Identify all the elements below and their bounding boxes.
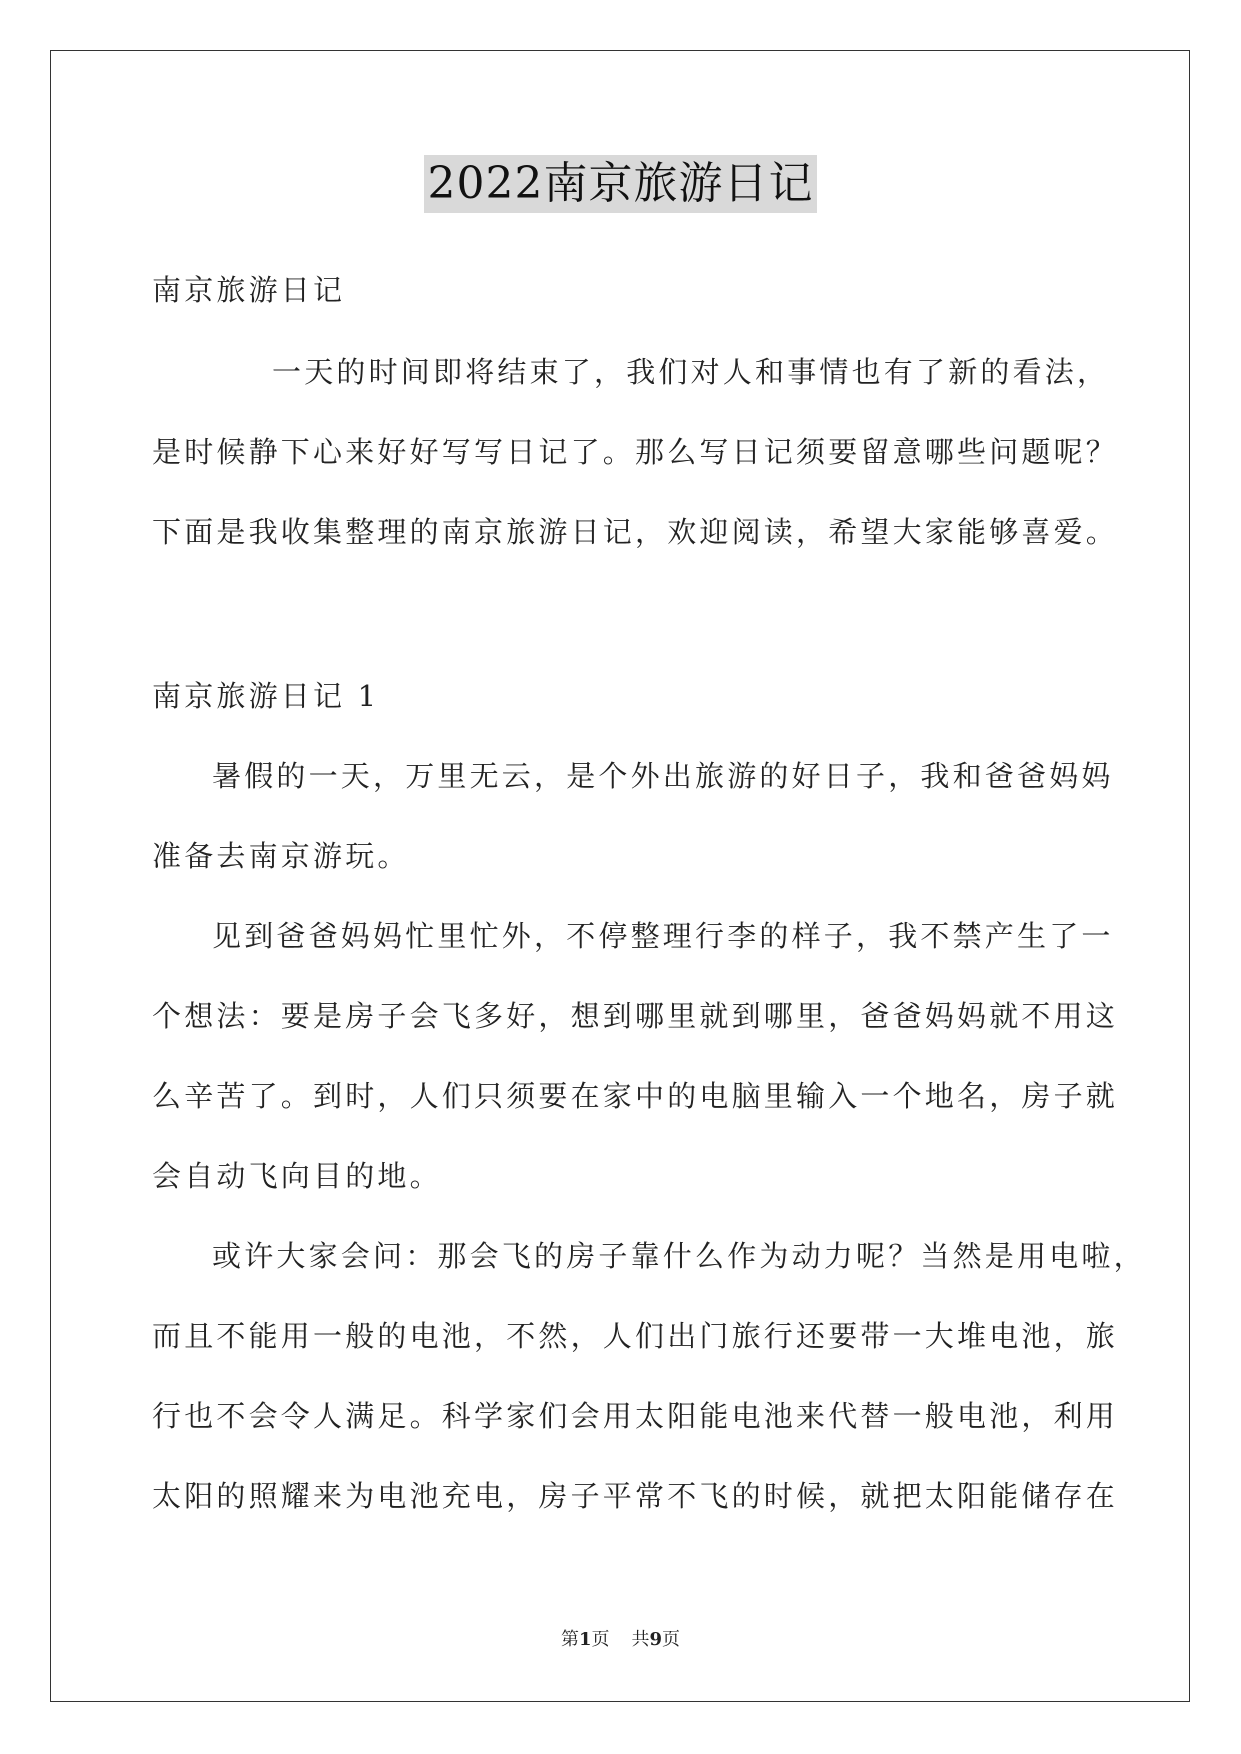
- title-container: [0, 155, 1241, 213]
- body-line: 或许大家会问：那会飞的房子靠什么作为动力呢？当然是用电啦，: [212, 1239, 1146, 1273]
- body-line: 会自动飞向目的地。: [152, 1159, 442, 1193]
- page-prefix: 第: [560, 1629, 579, 1650]
- section-heading: 南京旅游日记 1: [152, 679, 380, 713]
- body-line: 行也不会令人满足。科学家们会用太阳能电池来代替一般电池，利用: [152, 1399, 1119, 1433]
- body-line: 个想法：要是房子会飞多好，想到哪里就到哪里，爸爸妈妈就不用这: [152, 999, 1119, 1033]
- page-suffix: 页: [591, 1629, 610, 1650]
- body-line: 见到爸爸妈妈忙里忙外，不停整理行李的样子，我不禁产生了一: [212, 919, 1114, 953]
- intro-line: 一天的时间即将结束了，我们对人和事情也有了新的看法，: [272, 355, 1110, 389]
- body-line: 准备去南京游玩。: [152, 839, 410, 873]
- body-line: 么辛苦了。到时，人们只须要在家中的电脑里输入一个地名，房子就: [152, 1079, 1119, 1113]
- body-line: 暑假的一天，万里无云，是个外出旅游的好日子，我和爸爸妈妈: [212, 759, 1114, 793]
- body-line: 太阳的照耀来为电池充电，房子平常不飞的时候，就把太阳能储存在: [152, 1479, 1119, 1513]
- current-page-number: 1: [578, 1629, 592, 1650]
- total-pages-number: 9: [649, 1629, 663, 1650]
- intro-line: 是时候静下心来好好写写日记了。那么写日记须要留意哪些问题呢？: [152, 435, 1119, 469]
- page-footer: [0, 1628, 1241, 1652]
- total-prefix: 共: [631, 1629, 650, 1650]
- total-suffix: 页: [662, 1629, 681, 1650]
- subtitle: 南京旅游日记: [152, 273, 346, 307]
- intro-line: 下面是我收集整理的南京旅游日记，欢迎阅读，希望大家能够喜爱。: [152, 515, 1119, 549]
- body-line: 而且不能用一般的电池，不然，人们出门旅行还要带一大堆电池，旅: [152, 1319, 1119, 1353]
- document-title: 2022南京旅游日记: [424, 155, 818, 213]
